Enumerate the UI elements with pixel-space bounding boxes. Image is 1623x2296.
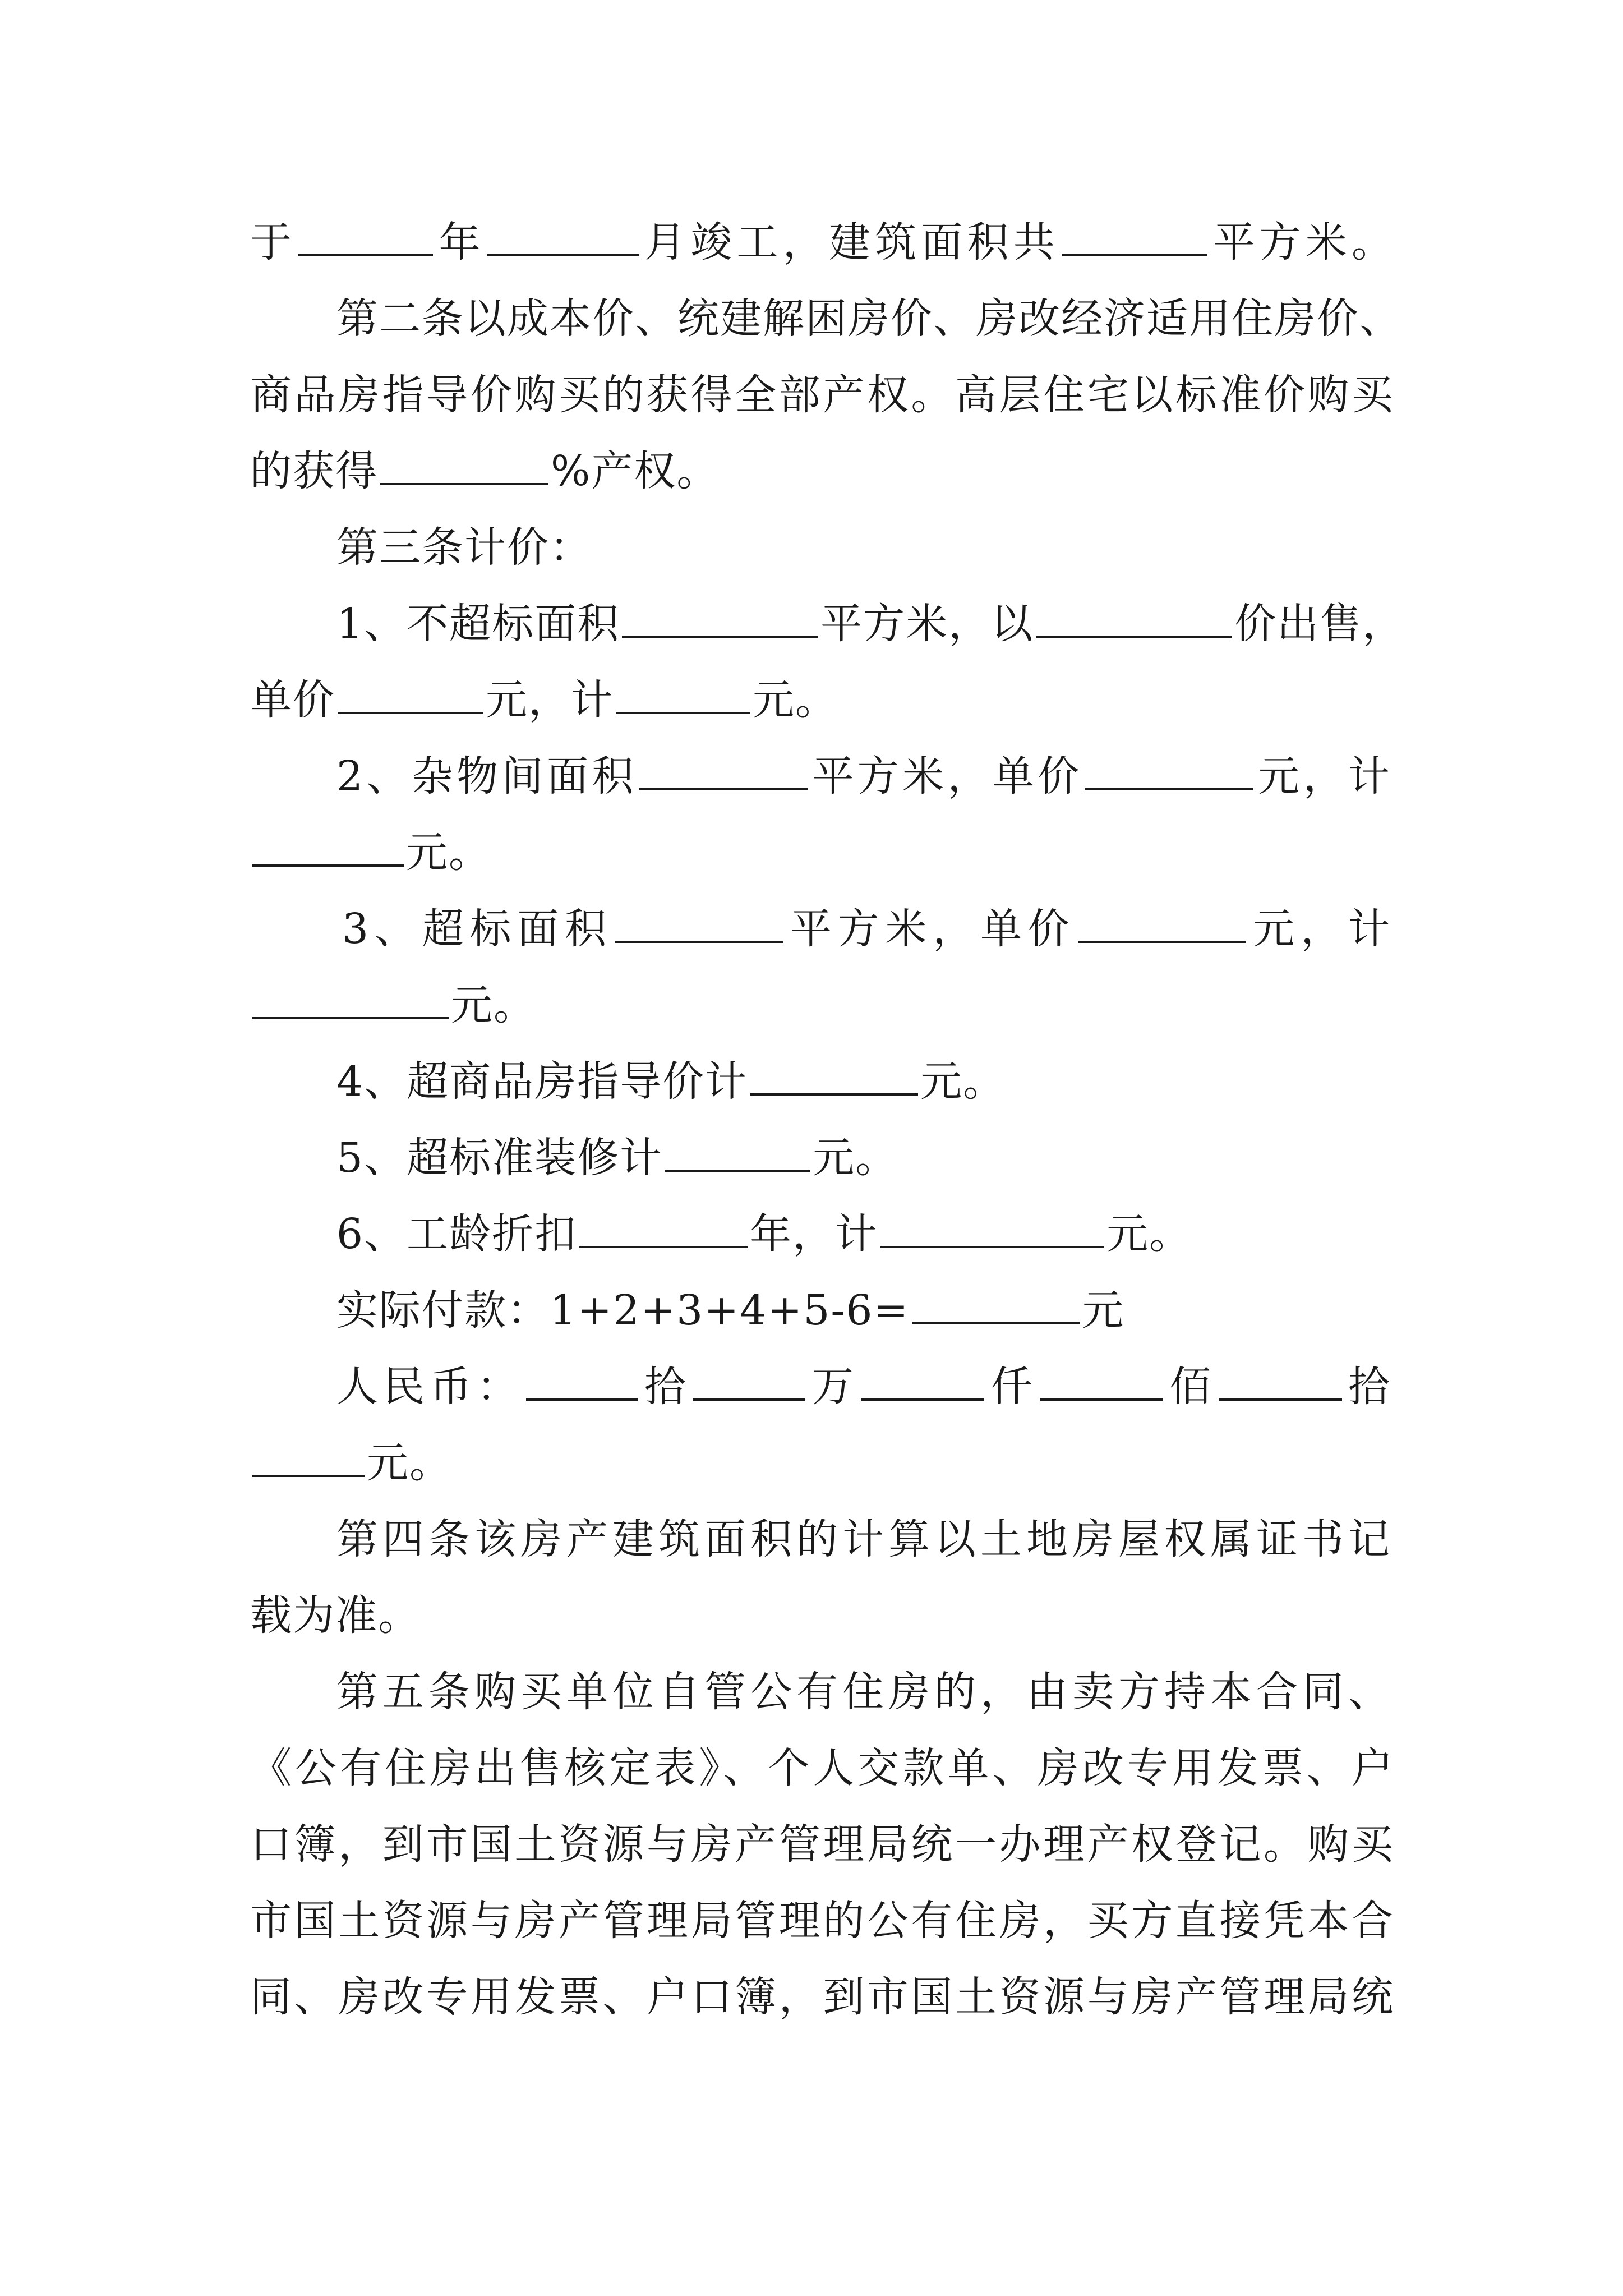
text-line-17 (250, 1435, 452, 1491)
text-segment: 平方米，单价 (809, 752, 1083, 800)
text-segment: 月竣工，建筑面积共 (640, 218, 1060, 266)
text-segment: 元。 (1106, 1210, 1192, 1258)
text-segment: 元。 (451, 981, 536, 1029)
fill-in-blank[interactable] (1085, 753, 1253, 790)
text-line-5 (336, 519, 592, 576)
text-segment: 拾 (640, 1363, 691, 1411)
text-segment: 平方米，以 (820, 600, 1034, 648)
text-segment: 拾 (1344, 1363, 1391, 1411)
text-line-9 (250, 825, 491, 881)
text-line-13 (336, 1130, 898, 1186)
text-line-3 (250, 367, 1394, 423)
fill-in-blank[interactable] (252, 830, 404, 867)
text-segment: 第四条该房产建筑面积的计算以土地房屋权属证书记 (336, 1515, 1391, 1563)
fill-in-blank[interactable] (1219, 1364, 1342, 1401)
text-segment: 1、不超标面积 (336, 600, 620, 648)
text-segment: 年，计 (750, 1210, 878, 1258)
text-segment: 元，计 (1255, 752, 1391, 800)
text-line-24 (250, 1969, 1394, 2025)
text-line-18 (336, 1511, 1391, 1567)
text-segment: 平方米。 (1210, 218, 1395, 266)
text-line-21 (250, 1740, 1394, 1796)
text-segment: 实际付款：1+2+3+4+5-6= (336, 1286, 910, 1335)
text-line-15 (336, 1282, 1125, 1338)
text-segment: 2、杂物间面积 (336, 752, 637, 800)
text-segment: 3、超标面积 (342, 905, 612, 953)
text-segment: 6、工龄折扣 (336, 1210, 578, 1258)
fill-in-blank[interactable] (750, 1059, 918, 1096)
fill-in-blank[interactable] (912, 1287, 1080, 1324)
text-line-8 (336, 748, 1391, 804)
text-segment: 元。 (406, 829, 491, 877)
text-segment: 元，计 (486, 676, 614, 724)
text-line-2 (336, 291, 1402, 347)
text-segment: 5、超标准装修计 (336, 1134, 663, 1182)
text-segment: 第五条购买单位自管公有住房的，由卖方持本合同、 (336, 1668, 1391, 1716)
text-line-11 (250, 977, 536, 1033)
text-line-12 (336, 1053, 1006, 1110)
fill-in-blank[interactable] (579, 1211, 748, 1248)
text-segment: 元，计 (1248, 905, 1391, 953)
fill-in-blank[interactable] (1078, 906, 1246, 943)
text-line-23 (250, 1893, 1394, 1949)
text-segment: 第三条计价： (336, 523, 592, 572)
fill-in-blank[interactable] (338, 677, 483, 714)
text-segment: 元 (1082, 1286, 1125, 1335)
fill-in-blank[interactable] (880, 1211, 1104, 1248)
text-segment: 元。 (367, 1439, 452, 1487)
text-segment: 口簿，到市国土资源与房产管理局统一办理产权登记。购买 (250, 1820, 1394, 1869)
text-segment: 《公有住房出售核定表》、个人交款单、房改专用发票、户 (250, 1744, 1394, 1792)
text-segment: 于 (250, 218, 297, 266)
fill-in-blank[interactable] (622, 601, 818, 638)
fill-in-blank[interactable] (526, 1364, 638, 1401)
text-segment: 佰 (1165, 1363, 1216, 1411)
text-segment: %产权。 (551, 447, 720, 495)
fill-in-blank[interactable] (487, 219, 639, 256)
text-segment: 万 (808, 1363, 859, 1411)
text-segment: 第二条以成本价、统建解困房价、房改经济适用住房价、 (336, 295, 1402, 343)
text-segment: 元。 (920, 1057, 1006, 1106)
text-line-10 (342, 901, 1391, 957)
text-segment: 4、超商品房指导价计 (336, 1057, 748, 1106)
text-segment: 元。 (753, 676, 838, 724)
fill-in-blank[interactable] (1062, 219, 1207, 256)
fill-in-blank[interactable] (252, 1440, 365, 1477)
text-line-19 (250, 1588, 421, 1644)
text-segment: 仟 (986, 1363, 1038, 1411)
fill-in-blank[interactable] (1040, 1364, 1163, 1401)
text-line-16 (336, 1359, 1391, 1415)
text-line-4 (250, 443, 719, 499)
text-line-1 (250, 214, 1394, 270)
text-segment: 平方米，单价 (785, 905, 1076, 953)
fill-in-blank[interactable] (639, 753, 808, 790)
text-line-14 (336, 1206, 1192, 1262)
text-line-20 (336, 1664, 1391, 1720)
text-line-6 (336, 596, 1405, 652)
fill-in-blank[interactable] (252, 982, 449, 1019)
text-segment: 年 (435, 218, 485, 266)
text-segment: 单价 (250, 676, 335, 724)
text-segment: 元。 (813, 1134, 898, 1182)
fill-in-blank[interactable] (298, 219, 433, 256)
text-segment: 商品房指导价购买的获得全部产权。高层住宅以标准价购买 (250, 371, 1394, 419)
fill-in-blank[interactable] (665, 1135, 810, 1172)
text-segment: 的获得 (250, 447, 378, 495)
text-line-7 (250, 672, 838, 728)
text-segment: 价出售， (1234, 600, 1405, 648)
text-line-22 (250, 1816, 1394, 1872)
text-segment: 载为准。 (250, 1591, 421, 1640)
text-segment: 人民币： (336, 1363, 524, 1411)
text-segment: 市国土资源与房产管理局管理的公有住房，买方直接凭本合 (250, 1897, 1394, 1945)
fill-in-blank[interactable] (616, 677, 750, 714)
fill-in-blank[interactable] (861, 1364, 984, 1401)
fill-in-blank[interactable] (615, 906, 783, 943)
fill-in-blank[interactable] (1036, 601, 1232, 638)
fill-in-blank[interactable] (693, 1364, 805, 1401)
text-segment: 同、房改专用发票、户口簿，到市国土资源与房产管理局统 (250, 1973, 1394, 2021)
fill-in-blank[interactable] (380, 448, 548, 485)
